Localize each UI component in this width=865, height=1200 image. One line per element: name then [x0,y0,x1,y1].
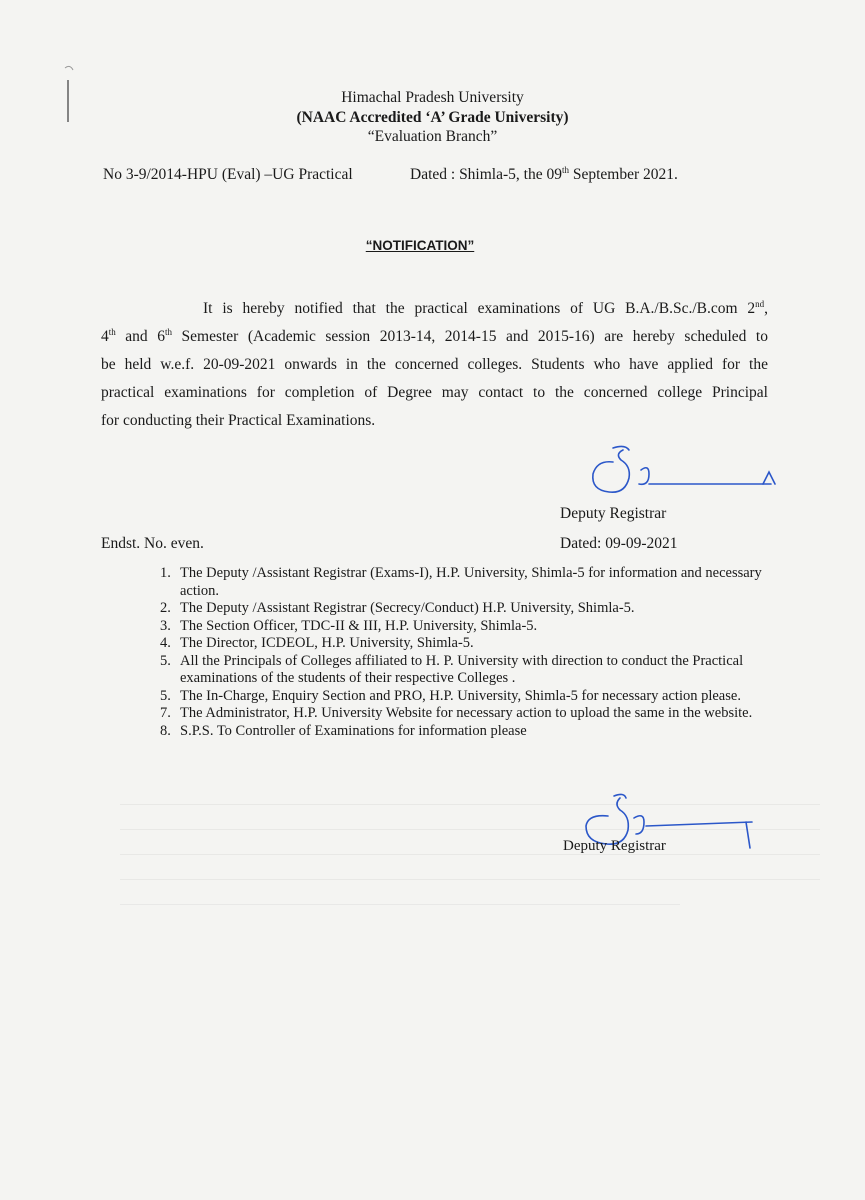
endorsement-date: Dated: 09-09-2021 [560,535,678,552]
distribution-item-number: 7. [160,705,171,721]
distribution-item [160,723,770,741]
distribution-item-text: The Deputy /Assistant Registrar (Secrecy/Conduct) H.P. University, Shimla-5. [180,600,635,616]
distribution-item-number: 3. [160,617,171,634]
body-line: 4th and 6th Semester (Academic session 2013-14, 2014-15 and 2015-16) are hereby scheduled to [101,327,768,345]
signatory-designation: Deputy Registrar [560,505,667,522]
signatory-designation-2: Deputy Registrar [563,838,666,854]
body-line: be held w.e.f. 20-09-2021 onwards in the concerned colleges. Students who have applied for the [101,356,768,373]
distribution-item-number: 5. [160,652,171,669]
reference-number: No 3-9/2014-HPU (Eval) –UG Practical [103,166,353,183]
distribution-item-text: The In-Charge, Enquiry Section and PRO, H.P. University, Shimla-5 for necessary action please. [180,687,741,704]
notification-body [101,295,768,435]
distribution-item-text: The Deputy /Assistant Registrar (Exams-I), H.P. University, Shimla-5 for information and necessary action. [180,565,762,599]
distribution-item [160,653,770,688]
accreditation-line: (NAAC Accredited ‘A’ Grade University) [296,109,569,126]
distribution-item [160,565,770,600]
distribution-item-text: The Director, ICDEOL, H.P. University, Shimla-5. [180,635,474,651]
distribution-item-text: All the Principals of Colleges affiliated to H. P. University with direction to conduct the Practical examinations of the students of their respective Colleges . [180,652,744,686]
distribution-item [160,618,770,636]
distribution-item-text: The Administrator, H.P. University Website for necessary action to upload the same in the website. [180,705,753,721]
endorsement-label: Endst. No. even. [101,535,204,552]
university-name: Himachal Pradesh University [341,89,524,106]
distribution-item-text: S.P.S. To Controller of Examinations for information please [180,722,527,739]
distribution-list [160,565,770,740]
body-line: for conducting their Practical Examinations. [101,412,376,429]
distribution-item-number: 5. [160,687,171,704]
distribution-item [160,635,770,653]
distribution-item-number: 8. [160,722,171,739]
distribution-item-number: 2. [160,600,171,616]
branch-name: “Evaluation Branch” [367,128,498,145]
signature-1 [585,440,785,500]
body-line: practical examinations for completion of Degree may contact to the concerned college Principal [101,384,768,401]
body-line: It is hereby notified that the practical examinations of UG B.A./B.Sc./B.com 2nd, [203,299,768,317]
distribution-item [160,688,770,706]
reference-line [103,165,678,184]
distribution-item [160,600,770,618]
distribution-item-text: The Section Officer, TDC-II & III, H.P. University, Shimla-5. [180,617,538,634]
distribution-item-number: 4. [160,635,171,651]
notification-title: “NOTIFICATION” [365,238,475,253]
reference-date: Dated : Shimla-5, the 09th September 2021. [410,165,678,183]
distribution-item-number: 1. [160,565,171,581]
distribution-item [160,705,770,723]
